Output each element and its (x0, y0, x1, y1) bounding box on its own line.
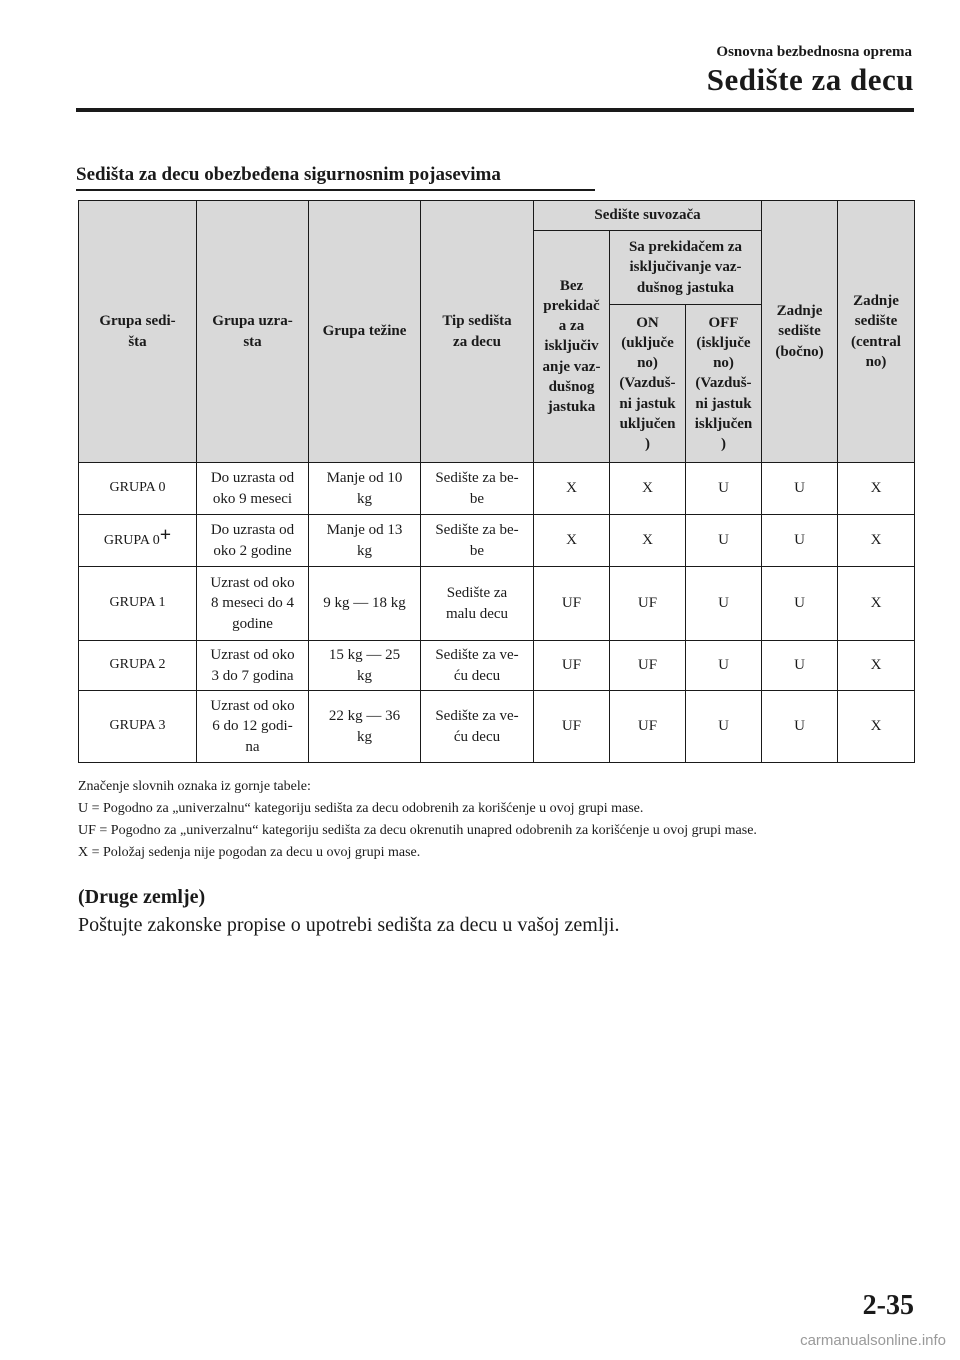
cell-c3: U (686, 567, 762, 641)
legend-u: U = Pogodno za „univerzalnu“ kategoriju sedišta za decu odobrenih za korišćenje u ovoj grupi mase. (78, 801, 644, 816)
cell-c2: X (610, 463, 686, 515)
child-seat-table (78, 200, 915, 763)
group-label: GRUPA 2 (109, 657, 166, 673)
cell-group (79, 641, 197, 691)
cell-age: Do uzrasta od oko 9 meseci (197, 463, 309, 515)
cell-c4: U (762, 567, 838, 641)
cell-group (79, 567, 197, 641)
cell-c4: U (762, 691, 838, 763)
cell-c3: U (686, 691, 762, 763)
cell-c1: UF (534, 691, 610, 763)
page-number: 2-35 (862, 1290, 914, 1321)
cell-c1: UF (534, 567, 610, 641)
other-countries-heading: (Druge zemlje) (78, 886, 206, 908)
cell-group (79, 463, 197, 515)
header-switch-off: OFF (isključe no) (Vazduš- ni jastuk isključen ) (686, 305, 762, 463)
cell-c3: U (686, 641, 762, 691)
cell-age: Uzrast od oko 3 do 7 godina (197, 641, 309, 691)
header-rear-side: Zadnje sedište (bočno) (762, 201, 838, 463)
header-age-group: Grupa uzra- sta (197, 201, 309, 463)
cell-c3: U (686, 515, 762, 567)
cell-c4: U (762, 515, 838, 567)
other-countries-text: Poštujte zakonske propise o upotrebi sedišta za decu u vašoj zemlji. (78, 914, 620, 936)
cell-type: Sedište za ve- ću decu (421, 641, 534, 691)
cell-weight: Manje od 13 kg (309, 515, 421, 567)
cell-type: Sedište za ve- ću decu (421, 691, 534, 763)
legend (78, 776, 914, 864)
cell-c2: UF (610, 641, 686, 691)
cell-weight: 15 kg — 25 kg (309, 641, 421, 691)
running-header-title: Sedište za decu (706, 62, 914, 97)
cell-c2: UF (610, 567, 686, 641)
cell-age: Do uzrasta od oko 2 godine (197, 515, 309, 567)
cell-type: Sedište za be- be (421, 515, 534, 567)
cell-c2: UF (610, 691, 686, 763)
cell-c4: U (762, 463, 838, 515)
cell-weight: Manje od 10 kg (309, 463, 421, 515)
cell-type: Sedište za be- be (421, 463, 534, 515)
cell-c5: X (838, 567, 915, 641)
cell-weight: 9 kg — 18 kg (309, 567, 421, 641)
table-row (79, 641, 915, 691)
cell-group (79, 515, 197, 567)
table-body (79, 463, 915, 763)
header-divider (76, 108, 914, 112)
cell-c5: X (838, 515, 915, 567)
cell-c5: X (838, 691, 915, 763)
watermark: carmanualsonline.info (800, 1332, 946, 1349)
cell-age: Uzrast od oko 6 do 12 godi- na (197, 691, 309, 763)
table-row (79, 463, 915, 515)
plus-icon: + (159, 524, 172, 547)
cell-c5: X (838, 641, 915, 691)
header-with-switch: Sa prekidačem za isključivanje vaz- dušnog jastuka (610, 231, 762, 305)
group-label: GRUPA 1 (109, 595, 166, 611)
cell-c1: UF (534, 641, 610, 691)
header-no-switch: Bez prekidač a za isključiv anje vaz- dušnog jastuka (534, 231, 610, 463)
legend-intro: Značenje slovnih oznaka iz gornje tabele: (78, 779, 311, 794)
cell-age: Uzrast od oko 8 meseci do 4 godine (197, 567, 309, 641)
table-header (79, 201, 915, 463)
legend-uf: UF = Pogodno za „univerzalnu“ kategoriju sedišta za decu okrenutih unapred odobrenih za korišćenje u ovoj grupi mase. (78, 823, 757, 838)
legend-x: X = Položaj sedenja nije pogodan za decu u ovoj grupi mase. (78, 845, 421, 860)
table-row (79, 515, 915, 567)
cell-weight: 22 kg — 36 kg (309, 691, 421, 763)
cell-c4: U (762, 641, 838, 691)
cell-c1: X (534, 463, 610, 515)
cell-c1: X (534, 515, 610, 567)
header-seat-type: Tip sedišta za decu (421, 201, 534, 463)
section-heading-underline (76, 189, 595, 191)
table-row (79, 691, 915, 763)
section-heading: Sedišta za decu obezbeđena sigurnosnim pojasevima (76, 164, 501, 185)
cell-c5: X (838, 463, 915, 515)
header-seat-group: Grupa sedi- šta (79, 201, 197, 463)
cell-c3: U (686, 463, 762, 515)
header-rear-center: Zadnje sedište (central no) (838, 201, 915, 463)
header-weight-group: Grupa težine (309, 201, 421, 463)
group-label: GRUPA 3 (109, 718, 166, 734)
cell-type: Sedište za malu decu (421, 567, 534, 641)
cell-group (79, 691, 197, 763)
header-switch-on: ON (uključe no) (Vazduš- ni jastuk uključen ) (610, 305, 686, 463)
header-passenger-seat: Sedište suvozača (534, 201, 762, 231)
group-label: GRUPA 0 (103, 533, 160, 549)
group-label: GRUPA 0 (109, 480, 166, 496)
table-row (79, 567, 915, 641)
running-header-section: Osnovna bezbednosna oprema (716, 44, 912, 60)
cell-c2: X (610, 515, 686, 567)
